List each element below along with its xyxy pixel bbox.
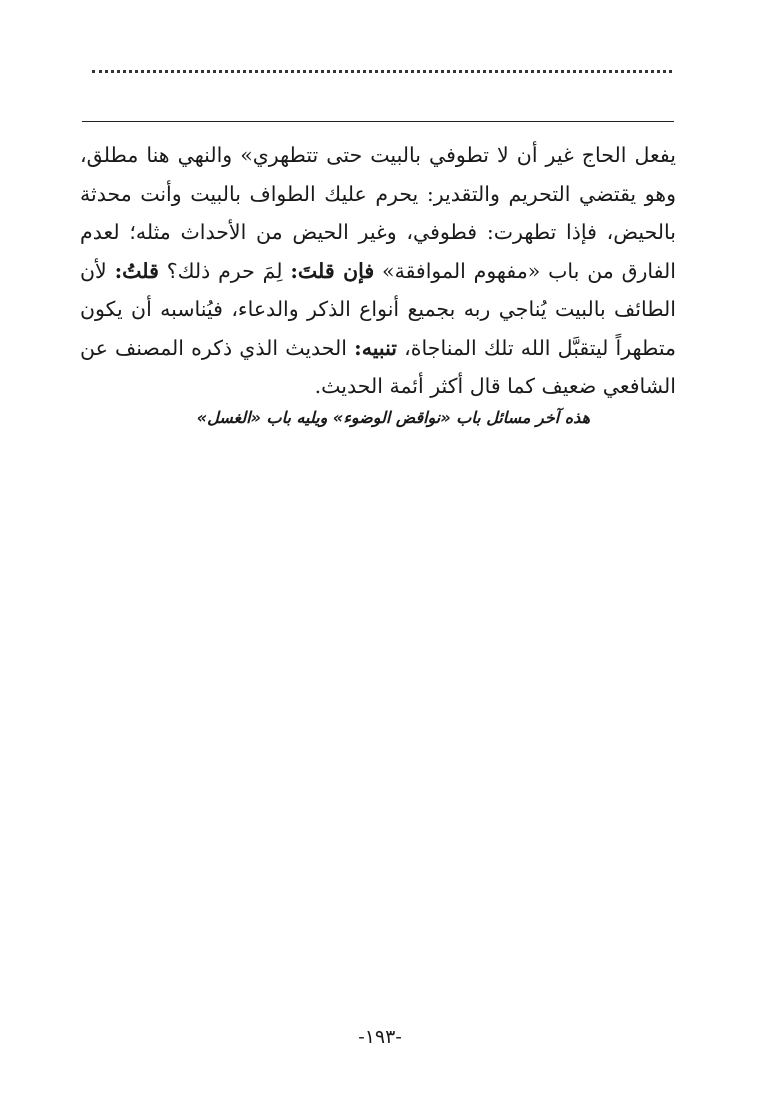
- chapter-end-note: هذه آخر مسائل باب «نواقض الوضوء» ويليه باب «الغسل»: [196, 408, 590, 427]
- body-paragraph: [80, 136, 676, 406]
- header-solid-rule: [82, 121, 674, 122]
- page-number: -١٩٣-: [358, 1026, 402, 1048]
- body-text-segment: لِمَ حرم ذلك؟: [166, 258, 283, 283]
- header-dotted-rule: [92, 70, 672, 73]
- body-text-segment: الحديث الذي ذكره المصنف عن الشافعي ضعيف كما قال أكثر أئمة الحديث.: [80, 335, 676, 398]
- body-text-segment: لأن الطائف بالبيت يُناجي ربه بجميع أنواع الذكر والدعاء، فيُناسبه أن يكون متطهراً ليتقبَّل الله تلك المناجاة،: [80, 258, 676, 360]
- body-text-segment: يفعل الحاج غير أن لا تطوفي بالبيت حتى تتطهري» والنهي هنا مطلق، وهو يقتضي التحريم والتقدير: يحرم عليك الطواف بالبيت وأنت محدثة بالحيض، فإذا تطهرت: فطوفي، وغير الحيض من الأحداث مثله؛ لعدم الفارق من باب «مفهوم الموافقة»: [80, 143, 676, 283]
- bold-keyword-i-say: قلتُ:: [114, 258, 159, 283]
- bold-keyword-note: تنبيه:: [354, 335, 397, 360]
- bold-keyword-if-you-say: فإن قلتَ:: [290, 258, 375, 283]
